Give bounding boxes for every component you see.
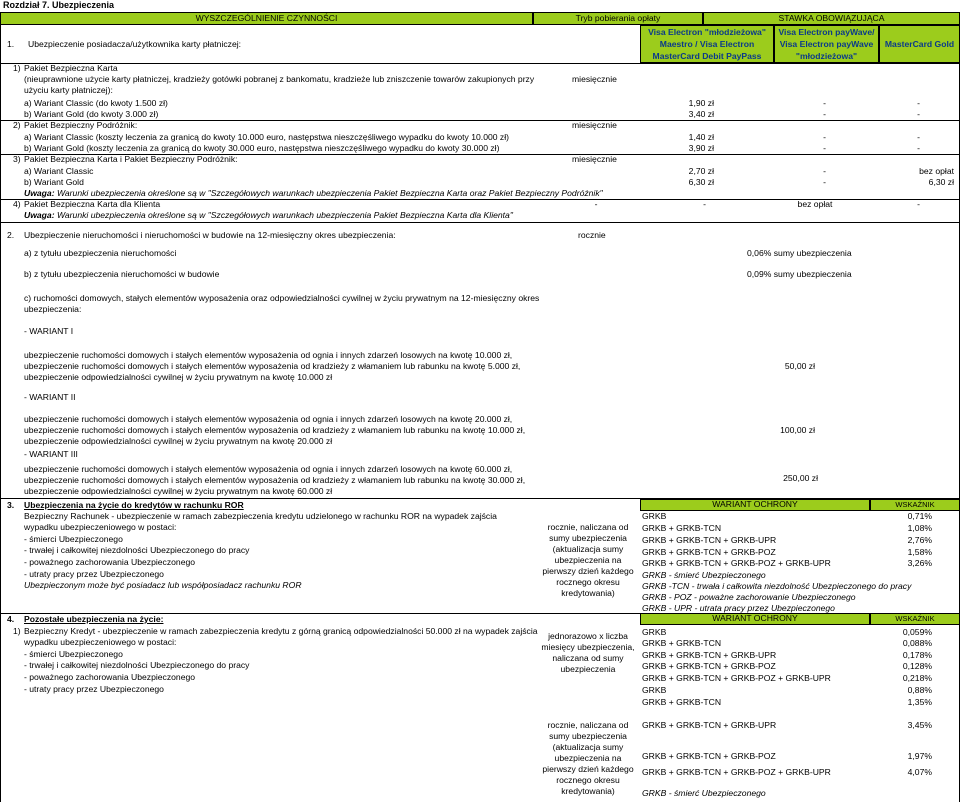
section2-mode: rocznie: [578, 230, 606, 240]
s1-item1-num: 1): [13, 63, 21, 73]
s3-mode-l4: ubezpieczenia na: [554, 555, 622, 565]
section4-number: 4.: [7, 614, 15, 624]
s1-item2-title: Pakiet Bezpieczny Podróżnik:: [24, 120, 138, 130]
s2-variant3-l1: ubezpieczenie ruchomości domowych i stałych elementów wyposażenia od ognia i innych zdarzeń losowych na kwotę 60.000 zł,: [24, 464, 513, 474]
frame-left: [0, 12, 1, 802]
indicator-value: 0,059%: [902, 627, 932, 637]
s2-variant1-l2: ubezpieczenie ruchomości domowych i stałych elementów wyposażenia od kradzieży z włamaniem lub rabunku na kwotę 5.000 zł,: [24, 361, 521, 371]
indicator-value: 2,76%: [907, 535, 932, 545]
s3-mode-l6: rocznego okresu: [556, 577, 620, 587]
note-label: Uwaga:: [24, 188, 55, 198]
s4-l5: - poważnego zachorowania Ubezpieczonego: [24, 672, 196, 682]
s1-item2-b-v1: 3,90 zł: [688, 143, 714, 153]
indicator-value: 0,71%: [907, 511, 932, 521]
s1-item3-a-v1: 2,70 zł: [688, 166, 714, 176]
s3-mode-l5: pierwszy dzień każdego: [542, 566, 634, 576]
s1-item2-b-v3: -: [917, 143, 920, 153]
s1-item2-b-v2: -: [823, 143, 826, 153]
subheader-a-line3: MasterCard Debit PayPass: [652, 51, 762, 61]
s2-variant2-l3: ubezpieczenie odpowiedzialności cywilnej w życiu prywatnym na kwotę 20.000 zł: [24, 436, 333, 446]
s1-item1-b-v3: -: [917, 109, 920, 119]
s1-item3-a-v2: -: [823, 166, 826, 176]
s3-indicator-header-label: WSKAŹNIK: [895, 500, 935, 509]
s3-mode-l2: sumy ubezpieczenia: [549, 533, 627, 543]
s4-mode1-l4: ubezpieczenia: [560, 664, 616, 674]
indicator-value: 1,35%: [907, 697, 932, 707]
divider: [0, 222, 960, 223]
s1-item2-b: b) Wariant Gold (koszty leczenia za granicą do kwoty 30.000 euro, następstwa nieszczęśliwego wypadku do kwoty 30.000 zł): [24, 143, 500, 153]
s2-variant3-value: 250,00 zł: [783, 473, 818, 483]
s1-item4-v0: -: [594, 199, 598, 209]
s3-legend1: GRKB - śmierć Ubezpieczonego: [642, 570, 766, 580]
s2-b: b) z tytułu ubezpieczenia nieruchomości w budowie: [24, 269, 220, 279]
section2-title: Ubezpieczenie nieruchomości i nieruchomości w budowie na 12-miesięczny okres ubezpieczenia:: [24, 230, 396, 240]
indicator-value: 4,07%: [907, 767, 932, 777]
s2-a: a) z tytułu ubezpieczenia nieruchomości: [24, 248, 177, 258]
s1-item2-a-v1: 1,40 zł: [688, 132, 714, 142]
s4-mode2-l7: kredytowania): [561, 786, 615, 796]
s1-item3-title: Pakiet Bezpieczna Karta i Pakiet Bezpieczny Podróżnik:: [24, 154, 238, 164]
s1-item2-mode: miesięcznie: [572, 120, 617, 130]
s1-item1-b: b) Wariant Gold (do kwoty 3.000 zł): [24, 109, 159, 119]
s4-l1: Bezpieczny Kredyt - ubezpieczenie w ramach zabezpieczenia kredytu z górną granicą odpowiedzialności 50.000 zł na wypadek zajścia: [24, 626, 538, 636]
s1-item1-b-v1: 3,40 zł: [688, 109, 714, 119]
s2-variant2-l2: ubezpieczenie ruchomości domowych i stałych elementów wyposażenia od kradzieży z włamaniem lub rabunku na kwotę 10.000 zł,: [24, 425, 526, 435]
s1-item3-b-v1: 6,30 zł: [688, 177, 714, 187]
variant-label: GRKB: [642, 511, 667, 521]
s1-item3-note: [24, 188, 603, 199]
variant-label: GRKB + GRKB-TCN + GRKB-UPR: [642, 535, 777, 545]
s4-mode1-l2: miesięcy ubezpieczenia,: [541, 642, 635, 652]
s4-legend1: GRKB - śmierć Ubezpieczonego: [642, 788, 766, 798]
s3-variant-header-label: WARIANT OCHRONY: [712, 499, 798, 509]
section1-title: Ubezpieczenie posiadacza/użytkownika karty płatniczej:: [28, 39, 242, 49]
s3-l3: - śmierci Ubezpieczonego: [24, 534, 123, 544]
s4-mode2-l2: sumy ubezpieczenia: [549, 731, 627, 741]
s4-indicator-header-label: WSKAŹNIK: [895, 614, 935, 623]
s4-item-num: 1): [13, 626, 21, 636]
s3-note: Ubezpieczonym może być posiadacz lub współposiadacz rachunku ROR: [24, 580, 302, 590]
s3-l4: - trwałej i całkowitej niezdolności Ubezpieczonego do pracy: [24, 545, 250, 555]
s1-item4-v2: bez opłat: [797, 199, 833, 209]
variant-label: GRKB: [642, 627, 667, 637]
indicator-value: 3,45%: [907, 720, 932, 730]
section4-title: Pozostałe ubezpieczenia na życie:: [24, 614, 164, 624]
variant-label: GRKB + GRKB-TCN + GRKB-POZ: [642, 547, 776, 557]
s3-l2: wypadku ubezpieczeniowego w postaci:: [24, 522, 177, 532]
indicator-value: 0,128%: [902, 661, 932, 671]
s3-legend4: GRKB - UPR - utrata pracy przez Ubezpieczonego: [642, 603, 835, 613]
s1-item4-v1: -: [703, 199, 706, 209]
s2-variant2-value: 100,00 zł: [780, 425, 815, 435]
s4-l6: - utraty pracy przez Ubezpieczonego: [24, 684, 164, 694]
s4-l3: - śmierci Ubezpieczonego: [24, 649, 123, 659]
variant-label: GRKB + GRKB-TCN + GRKB-UPR: [642, 650, 777, 660]
indicator-value: 0,178%: [902, 650, 932, 660]
s2-variant1-l1: ubezpieczenie ruchomości domowych i stałych elementów wyposażenia od ognia i innych zdarzeń losowych na kwotę 10.000 zł,: [24, 350, 513, 360]
s1-item3-a: a) Wariant Classic: [24, 166, 94, 176]
subheader-b-line3: "młodzieżowa": [795, 51, 858, 61]
s4-mode2-l5: pierwszy dzień każdego: [542, 764, 634, 774]
s2-c-line1: c) ruchomości domowych, stałych elementów wyposażenia oraz odpowiedzialności cywilnej w życiu prywatnym na 12-miesięczny okres: [24, 293, 540, 303]
divider: [0, 63, 960, 64]
section3-title: Ubezpieczenia na życie do kredytów w rachunku ROR: [24, 500, 244, 510]
indicator-value: 0,88%: [907, 685, 932, 695]
subheader-a-line1: Visa Electron "młodzieżowa": [648, 27, 766, 37]
subheader-b-line2: Visa Electron payWave: [779, 39, 874, 49]
s1-item4-note: [24, 210, 513, 221]
indicator-value: 0,218%: [902, 673, 932, 683]
variant-label: GRKB: [642, 685, 667, 695]
subheader-b-line1: Visa Electron payWave/: [778, 27, 875, 37]
variant-label: GRKB + GRKB-TCN + GRKB-POZ + GRKB-UPR: [642, 558, 831, 568]
s1-item4-v3: -: [917, 199, 920, 209]
s2-variant3-title: - WARIANT III: [24, 449, 78, 459]
variant-label: GRKB + GRKB-TCN: [642, 638, 722, 648]
note-text: Warunki ubezpieczenia określone są w "Szczegółowych warunkach ubezpieczenia Pakiet Bezpieczna Karta oraz Pakiet Bezpieczny Podróżnik": [54, 188, 603, 198]
s3-mode-l3: (aktualizacja sumy: [552, 544, 624, 554]
variant-label: GRKB + GRKB-TCN: [642, 523, 722, 533]
s4-mode2-l1: rocznie, naliczana od: [547, 720, 629, 730]
header-col1-label: WYSZCZEGÓLNIENIE CZYNNOŚCI: [195, 13, 338, 23]
s4-l4: - trwałej i całkowitej niezdolności Ubezpieczonego do pracy: [24, 660, 250, 670]
s2-variant2-title: - WARIANT II: [24, 392, 76, 402]
s3-legend2: GRKB -TCN - trwała i całkowita niezdolność Ubezpieczonego do pracy: [642, 581, 912, 591]
s1-item1-desc1: (nieuprawnione użycie karty płatniczej, kradzieży gotówki pobranej z bankomatu, kradzieże lub zniszczenie towarów zakupionych przy: [24, 74, 535, 84]
s1-item1-a-v2: -: [823, 98, 826, 108]
subheader-a-line2: Maestro / Visa Electron: [659, 39, 755, 49]
s2-variant3-l3: ubezpieczenie odpowiedzialności cywilnej w życiu prywatnym na kwotę 60.000 zł: [24, 486, 333, 496]
indicator-value: 1,97%: [907, 751, 932, 761]
s1-item1-mode: miesięcznie: [572, 74, 617, 84]
variant-label: GRKB + GRKB-TCN + GRKB-POZ: [642, 661, 776, 671]
s1-item3-num: 3): [13, 154, 21, 164]
s1-item2-a: a) Wariant Classic (koszty leczenia za granicą do kwoty 10.000 euro, następstwa nieszczęśliwego wypadku do kwoty 10.000 zł): [24, 132, 509, 142]
s1-item2-num: 2): [13, 120, 21, 130]
s1-item2-a-v3: -: [917, 132, 920, 142]
s3-mode-l7: kredytowania): [561, 588, 615, 598]
indicator-value: 1,58%: [907, 547, 932, 557]
s1-item1-a: a) Wariant Classic (do kwoty 1.500 zł): [24, 98, 168, 108]
s2-variant1-l3: ubezpieczenie odpowiedzialności cywilnej w życiu prywatnym na kwotę 10.000 zł: [24, 372, 333, 382]
s3-l5: - poważnego zachorowania Ubezpieczonego: [24, 557, 196, 567]
section2-number: 2.: [7, 230, 15, 240]
s2-b-value: 0,09% sumy ubezpieczenia: [747, 269, 852, 279]
divider: [0, 120, 960, 121]
variant-label: GRKB + GRKB-TCN: [642, 697, 722, 707]
s3-l6: - utraty pracy przez Ubezpieczonego: [24, 569, 164, 579]
s3-l1: Bezpieczny Rachunek - ubezpieczenie w ramach zabezpieczenia kredytu udzielonego w rachunku ROR na wypadek zajścia: [24, 511, 497, 521]
section3-number: 3.: [7, 500, 15, 510]
s1-item3-b-v3: 6,30 zł: [928, 177, 954, 187]
s1-item3-b: b) Wariant Gold: [24, 177, 84, 187]
subheader-c-label: MasterCard Gold: [884, 39, 955, 49]
s1-item3-a-v3: bez opłat: [919, 166, 954, 176]
s4-mode1-l1: jednorazowo x liczba: [548, 631, 628, 641]
variant-label: GRKB + GRKB-TCN + GRKB-POZ: [642, 751, 776, 761]
indicator-value: 0,088%: [902, 638, 932, 648]
s1-item1-a-v1: 1,90 zł: [688, 98, 714, 108]
s4-mode2-l4: ubezpieczenia na: [554, 753, 622, 763]
s3-mode-l1: rocznie, naliczana od: [547, 522, 629, 532]
s1-item1-desc2: użyciu karty płatniczej):: [24, 85, 113, 95]
s1-item4-title: Pakiet Bezpieczna Karta dla Klienta: [24, 199, 161, 209]
s4-variant-header-label: WARIANT OCHRONY: [712, 613, 798, 623]
note-label: Uwaga:: [24, 210, 55, 220]
s4-mode2-l6: rocznego okresu: [556, 775, 620, 785]
s1-item1-b-v2: -: [823, 109, 826, 119]
indicator-value: 3,26%: [907, 558, 932, 568]
s1-item3-b-v2: -: [823, 177, 826, 187]
header-col3-label: STAWKA OBOWIĄZUJĄCA: [778, 13, 885, 23]
s1-item3-mode: miesięcznie: [572, 154, 617, 164]
s2-variant2-l1: ubezpieczenie ruchomości domowych i stałych elementów wyposażenia od ognia i innych zdarzeń losowych na kwotę 20.000 zł,: [24, 414, 513, 424]
s2-a-value: 0,06% sumy ubezpieczenia: [747, 248, 852, 258]
s1-item1-title: Pakiet Bezpieczna Karta: [24, 63, 118, 73]
note-text: Warunki ubezpieczenia określone są w "Szczegółowych warunkach ubezpieczenia Pakiet Bezpieczna Karta dla Klienta": [54, 210, 513, 220]
s1-item4-num: 4): [13, 199, 21, 209]
s4-mode2-l3: (aktualizacja sumy: [552, 742, 624, 752]
s2-variant1-title: - WARIANT I: [24, 326, 74, 336]
variant-label: GRKB + GRKB-TCN + GRKB-UPR: [642, 720, 777, 730]
indicator-value: 1,08%: [907, 523, 932, 533]
s1-item2-a-v2: -: [823, 132, 826, 142]
s2-c-line2: ubezpieczenia:: [24, 304, 82, 314]
s4-mode1-l3: naliczana od sumy: [552, 653, 624, 663]
s3-legend3: GRKB - POZ - poważne zachorowanie Ubezpieczonego: [642, 592, 856, 602]
header-col2-label: Tryb pobierania opłaty: [575, 13, 661, 23]
variant-label: GRKB + GRKB-TCN + GRKB-POZ + GRKB-UPR: [642, 767, 831, 777]
s2-variant1-value: 50,00 zł: [784, 361, 815, 371]
section1-number: 1.: [7, 39, 15, 49]
page-title: Rozdział 7. Ubezpieczenia: [3, 0, 115, 10]
variant-label: GRKB + GRKB-TCN + GRKB-POZ + GRKB-UPR: [642, 673, 831, 683]
s2-variant3-l2: ubezpieczenie ruchomości domowych i stałych elementów wyposażenia od kradzieży z włamaniem lub rabunku na kwotę 30.000 zł,: [24, 475, 526, 485]
s1-item1-a-v3: -: [917, 98, 920, 108]
s4-l2: wypadku ubezpieczeniowego w postaci:: [24, 637, 177, 647]
